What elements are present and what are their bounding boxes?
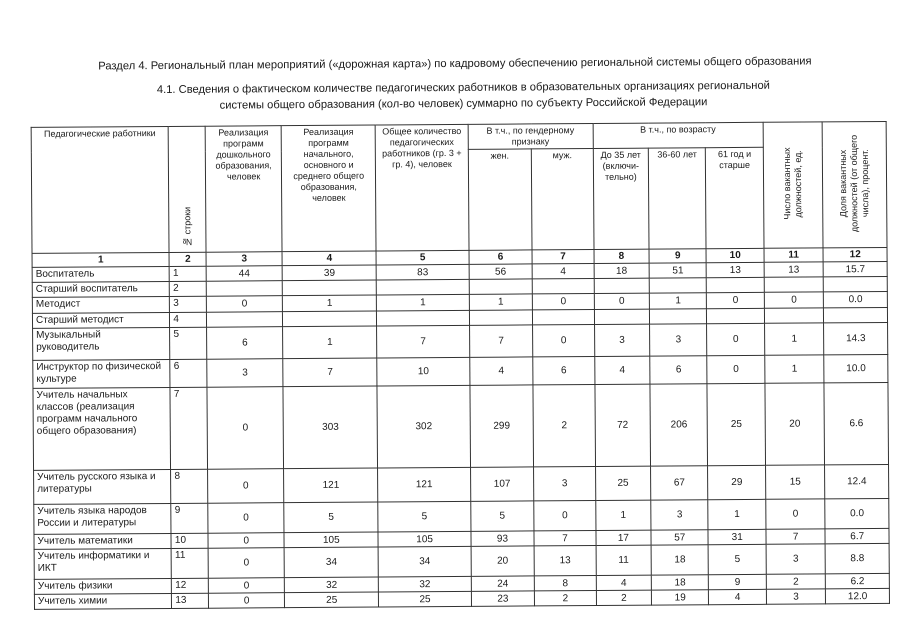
cell-c8 xyxy=(594,309,649,324)
cell-c4: 1 xyxy=(282,295,376,312)
row-number: 1 xyxy=(169,266,206,281)
cell-c9: 19 xyxy=(651,590,709,605)
cell-c7: 0 xyxy=(534,500,596,530)
column-number: 1 xyxy=(32,252,169,267)
cell-c10: 4 xyxy=(709,589,767,604)
cell-c7: 4 xyxy=(532,263,594,278)
cell-c12: 6.6 xyxy=(824,382,888,464)
cell-c7: 13 xyxy=(534,545,596,575)
cell-c9: 1 xyxy=(649,293,707,309)
cell-c4 xyxy=(282,280,376,296)
row-number: 9 xyxy=(171,503,208,533)
cell-c12: 12.4 xyxy=(825,464,889,498)
cell-c3: 0 xyxy=(208,533,284,549)
cell-c10: 0 xyxy=(707,323,765,355)
cell-c11: 0 xyxy=(764,292,824,308)
column-number: 10 xyxy=(706,248,764,262)
cell-c12: 0.0 xyxy=(824,291,888,307)
cell-c8: 1 xyxy=(595,500,651,530)
column-number: 8 xyxy=(594,249,649,263)
column-number: 3 xyxy=(206,252,282,267)
cell-c4: 5 xyxy=(284,502,379,533)
position-name: Учитель математики xyxy=(34,533,171,549)
cell-c9: 18 xyxy=(651,575,709,590)
cell-c10: 31 xyxy=(708,529,766,544)
cell-c7: 7 xyxy=(534,530,596,545)
cell-c4: 32 xyxy=(284,577,378,593)
cell-c9: 67 xyxy=(651,466,709,500)
cell-c3: 0 xyxy=(207,387,283,470)
cell-c9: 206 xyxy=(650,384,708,466)
position-name: Воспитатель xyxy=(32,266,169,282)
position-name: Методист xyxy=(32,296,169,313)
cell-c8: 17 xyxy=(596,530,651,545)
cell-c6: 299 xyxy=(470,385,534,467)
cell-c4: 34 xyxy=(284,547,379,578)
cell-c9: 3 xyxy=(651,500,709,530)
cell-c6: 93 xyxy=(471,531,535,546)
cell-c10: 1 xyxy=(708,499,766,529)
cell-c5: 302 xyxy=(377,385,470,468)
row-number: 4 xyxy=(170,312,207,327)
cell-c10: 9 xyxy=(709,574,767,589)
cell-c9: 6 xyxy=(650,356,708,384)
cell-c12: 14.3 xyxy=(824,322,888,354)
header-vacancy-share: Доля вакантных должностей (от общего числа), процент. xyxy=(822,121,887,247)
cell-c7: 2 xyxy=(535,590,597,605)
cell-c9: 18 xyxy=(651,545,709,575)
header-workers: Педагогические работники xyxy=(31,126,169,253)
cell-c11 xyxy=(764,277,824,292)
cell-c11: 0 xyxy=(766,499,826,529)
position-name: Старший воспитатель xyxy=(32,281,169,297)
cell-c8: 11 xyxy=(596,545,652,575)
cell-c4: 105 xyxy=(284,532,378,548)
cell-c12: 8.8 xyxy=(825,543,889,573)
cell-c5: 83 xyxy=(377,264,469,280)
cell-c4 xyxy=(283,311,377,327)
row-number: 2 xyxy=(170,281,207,296)
position-name: Учитель информатики и ИКТ xyxy=(34,548,172,579)
row-number: 8 xyxy=(171,469,208,503)
cell-c8 xyxy=(594,278,649,293)
position-name: Музыкальный руководитель xyxy=(33,327,171,360)
cell-c9 xyxy=(649,278,707,293)
cell-c8: 3 xyxy=(594,324,650,356)
cell-c9: 3 xyxy=(650,324,708,356)
header-male: муж. xyxy=(532,149,594,250)
cell-c6: 24 xyxy=(471,576,535,591)
cell-c5: 25 xyxy=(379,591,471,607)
cell-c4: 7 xyxy=(283,358,378,387)
cell-c3 xyxy=(207,312,283,328)
cell-c9 xyxy=(649,309,707,324)
row-number: 7 xyxy=(170,387,207,469)
cell-c10 xyxy=(707,277,765,292)
cell-c12: 10.0 xyxy=(824,354,888,382)
cell-c3 xyxy=(206,281,282,297)
cell-c10: 5 xyxy=(709,544,767,574)
cell-c5: 34 xyxy=(379,546,471,577)
cell-c8: 4 xyxy=(596,575,651,590)
header-gender-group: В т.ч., по гендерному признаку xyxy=(468,123,593,149)
header-general: Реализация программ начального, основного и среднего общего образования, человек xyxy=(281,125,376,252)
row-number: 13 xyxy=(172,593,209,608)
cell-c6: 1 xyxy=(469,294,533,310)
cell-c12 xyxy=(824,307,888,322)
header-female: жен. xyxy=(468,149,532,250)
column-number: 9 xyxy=(649,249,707,263)
row-number: 11 xyxy=(171,548,208,578)
cell-c4: 1 xyxy=(283,326,378,359)
cell-c11: 3 xyxy=(766,544,826,574)
cell-c11: 2 xyxy=(766,574,826,589)
cell-c3: 0 xyxy=(208,503,284,534)
cell-c11 xyxy=(764,308,824,323)
cell-c6: 56 xyxy=(469,264,533,279)
cell-c6: 4 xyxy=(469,357,533,385)
cell-c12 xyxy=(824,276,888,291)
cell-c3: 0 xyxy=(209,578,285,594)
cell-c4: 39 xyxy=(282,265,376,281)
cell-c7: 8 xyxy=(535,575,597,590)
cell-c9: 57 xyxy=(651,530,709,545)
header-age-under35: До 35 лет (включи-тельно) xyxy=(593,148,649,249)
cell-c6: 107 xyxy=(470,467,534,501)
cell-c5: 1 xyxy=(377,294,469,311)
cell-c6: 23 xyxy=(471,591,535,606)
position-name: Учитель химии xyxy=(34,593,171,609)
cell-c4: 25 xyxy=(285,592,379,608)
header-total: Общее количество педагогических работников (гр. 3 + гр. 4), человек xyxy=(376,124,469,251)
cell-c5: 7 xyxy=(377,325,469,358)
header-age-61plus: 61 год и старше xyxy=(706,147,764,248)
row-number: 6 xyxy=(170,359,207,387)
cell-c5: 105 xyxy=(378,531,470,547)
cell-c11: 3 xyxy=(766,589,826,604)
row-number: 3 xyxy=(170,296,207,312)
cell-c7: 2 xyxy=(533,384,595,466)
cell-c5: 121 xyxy=(378,467,470,502)
position-name: Учитель физики xyxy=(34,578,171,594)
header-vacancies: Число вакантных должностей, ед. xyxy=(763,122,823,248)
column-number: 7 xyxy=(532,249,594,263)
column-number: 6 xyxy=(469,250,533,264)
column-number: 12 xyxy=(823,247,887,261)
section-heading: Раздел 4. Региональный план мероприятий («дорожная карта») по кадровому обеспечению региональной системы общего образования xyxy=(98,55,812,73)
row-number: 12 xyxy=(172,578,209,593)
cell-c8: 25 xyxy=(595,466,651,500)
cell-c12: 0.0 xyxy=(825,498,889,528)
cell-c3: 0 xyxy=(208,548,284,579)
header-age-group: В т.ч., по возрасту xyxy=(593,122,763,148)
header-row-number: № строки xyxy=(169,126,207,252)
staff-table xyxy=(31,121,890,610)
cell-c10: 0 xyxy=(707,292,765,308)
cell-c7 xyxy=(532,278,594,293)
cell-c9: 51 xyxy=(649,263,707,278)
cell-c10: 13 xyxy=(707,262,765,277)
position-name: Инструктор по физической культуре xyxy=(33,359,171,388)
cell-c11: 20 xyxy=(765,383,825,465)
cell-c7: 0 xyxy=(533,324,595,356)
cell-c8: 0 xyxy=(594,293,649,309)
column-number: 5 xyxy=(376,250,468,265)
column-number: 2 xyxy=(169,252,206,266)
position-name: Старший методист xyxy=(32,312,169,328)
cell-c8: 72 xyxy=(595,384,651,466)
cell-c11: 13 xyxy=(764,262,824,277)
cell-c7 xyxy=(533,309,595,324)
cell-c6: 5 xyxy=(470,501,534,531)
cell-c6: 20 xyxy=(471,546,535,576)
cell-c5 xyxy=(377,310,469,326)
subsection-heading: 4.1. Сведения о фактическом количестве педагогических работников в образовательных организациях региональной системы общего образования (кол-во человек) суммарно по субъекту Российской Федерации xyxy=(156,79,770,112)
cell-c7: 0 xyxy=(533,293,595,309)
cell-c11: 15 xyxy=(765,465,825,499)
cell-c12: 15.7 xyxy=(823,261,887,276)
cell-c3: 3 xyxy=(207,359,283,388)
cell-c7: 3 xyxy=(534,466,596,500)
table-row xyxy=(33,382,889,470)
cell-c8: 2 xyxy=(596,590,651,605)
position-name: Учитель русского языка и литературы xyxy=(34,469,172,504)
cell-c12: 6.7 xyxy=(825,528,889,543)
cell-c11: 1 xyxy=(764,323,824,355)
cell-c8: 18 xyxy=(594,263,649,278)
column-number: 11 xyxy=(764,248,824,262)
cell-c6: 7 xyxy=(469,325,533,357)
cell-c10 xyxy=(707,308,765,323)
cell-c5: 32 xyxy=(379,576,471,592)
cell-c8: 4 xyxy=(594,356,650,384)
cell-c5: 10 xyxy=(377,357,469,386)
cell-c12: 12.0 xyxy=(826,588,890,603)
cell-c4: 121 xyxy=(284,468,379,503)
row-number: 10 xyxy=(171,533,208,548)
cell-c3: 44 xyxy=(206,266,282,282)
position-name: Учитель языка народов России и литературы xyxy=(34,503,172,534)
header-preschool: Реализация программ дошкольного образования, человек xyxy=(205,126,282,253)
row-number: 5 xyxy=(170,327,207,359)
cell-c3: 0 xyxy=(207,296,283,313)
cell-c3: 6 xyxy=(207,327,283,360)
cell-c11: 1 xyxy=(765,355,825,383)
cell-c11: 7 xyxy=(766,529,826,544)
cell-c12: 6.2 xyxy=(826,573,890,588)
cell-c4: 303 xyxy=(283,386,378,469)
cell-c5 xyxy=(377,279,469,295)
cell-c5: 5 xyxy=(378,501,470,532)
cell-c3: 0 xyxy=(209,593,285,609)
cell-c10: 0 xyxy=(707,355,765,383)
cell-c6 xyxy=(469,310,533,325)
position-name: Учитель начальных классов (реализация программ начального общего образования) xyxy=(33,387,171,470)
header-age-36-60: 36-60 лет xyxy=(648,148,706,249)
cell-c10: 29 xyxy=(708,465,766,499)
cell-c6 xyxy=(469,279,533,294)
column-number: 4 xyxy=(282,251,376,266)
cell-c10: 25 xyxy=(707,383,765,465)
cell-c3: 0 xyxy=(208,469,284,504)
cell-c7: 6 xyxy=(533,356,595,384)
